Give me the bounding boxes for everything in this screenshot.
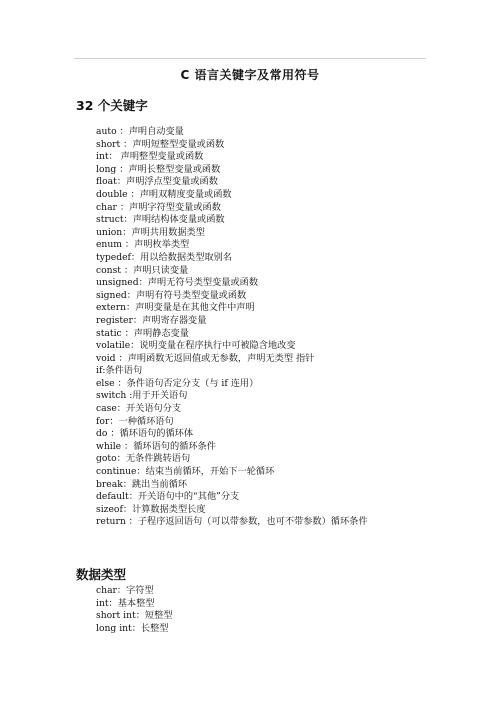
datatype-item: long int：长整型 (96, 622, 169, 634)
keyword-item: double ：声明双精度变量或函数 (96, 188, 232, 200)
keyword-item: char ：声明字符型变量或函数 (96, 201, 221, 213)
keyword-item: void ：声明函数无返回值或无参数，声明无类型 指针 (96, 352, 315, 364)
keyword-item: volatile：说明变量在程序执行中可被隐含地改变 (96, 340, 296, 352)
keyword-item: signed：声明有符号类型变量或函数 (96, 289, 247, 301)
keyword-item: continue：结束当前循环，开始下一轮循环 (96, 466, 275, 478)
datatype-item: int：基本整型 (96, 597, 155, 609)
keyword-item: break：跳出当前循环 (96, 478, 188, 490)
keyword-item: while ：循环语句的循环条件 (96, 440, 216, 452)
datatypes-heading: 数据类型 (76, 567, 127, 582)
keyword-item: case：开关语句分支 (96, 403, 182, 415)
keyword-item: switch :用于开关语句 (96, 390, 188, 402)
keyword-item: short ：声明短整型变量或函数 (96, 138, 225, 150)
page-top-rule (74, 58, 426, 59)
keyword-item: struct：声明结构体变量或函数 (96, 214, 225, 226)
keyword-item: unsigned：声明无符号类型变量或函数 (96, 277, 259, 289)
keyword-item: register：声明寄存器变量 (96, 314, 207, 326)
keyword-item: typedef：用以给数据类型取别名 (96, 251, 232, 263)
datatype-item: char：字符型 (96, 585, 154, 596)
datatype-item: short int：短整型 (96, 610, 173, 622)
keyword-item: union：声明共用数据类型 (96, 226, 205, 238)
keyword-item: const ：声明只读变量 (96, 264, 189, 276)
keyword-item: goto：无条件跳转语句 (96, 453, 191, 465)
keyword-item: enum ：声明枚举类型 (96, 239, 190, 251)
keyword-item: else ：条件语句否定分支（与 if 连用） (96, 377, 259, 389)
keyword-item: extern：声明变量是在其他文件中声明 (96, 302, 255, 314)
keyword-item: int： 声明整型变量或函数 (96, 151, 204, 163)
keyword-item: float：声明浮点型变量或函数 (96, 176, 218, 188)
keyword-item: if:条件语句 (96, 365, 143, 377)
keyword-item: static ：声明静态变量 (96, 327, 189, 339)
keyword-item: default：开关语句中的“其他”分支 (96, 491, 240, 503)
keyword-item: return ：子程序返回语句（可以带参数，也可不带参数）循环条件 (96, 516, 368, 528)
keyword-item: do ：循环语句的循环体 (96, 428, 194, 440)
keyword-item: sizeof：计算数据类型长度 (96, 503, 206, 515)
keyword-item: long ：声明长整型变量或函数 (96, 163, 221, 175)
keywords-list (96, 126, 368, 529)
keyword-item: auto ：声明自动变量 (96, 126, 184, 137)
datatypes-list (96, 585, 172, 635)
keywords-heading: 32 个关键字 (76, 98, 148, 113)
keyword-item: for：一种循环语句 (96, 415, 174, 427)
page-title: C 语言关键字及常用符号 (180, 68, 320, 82)
